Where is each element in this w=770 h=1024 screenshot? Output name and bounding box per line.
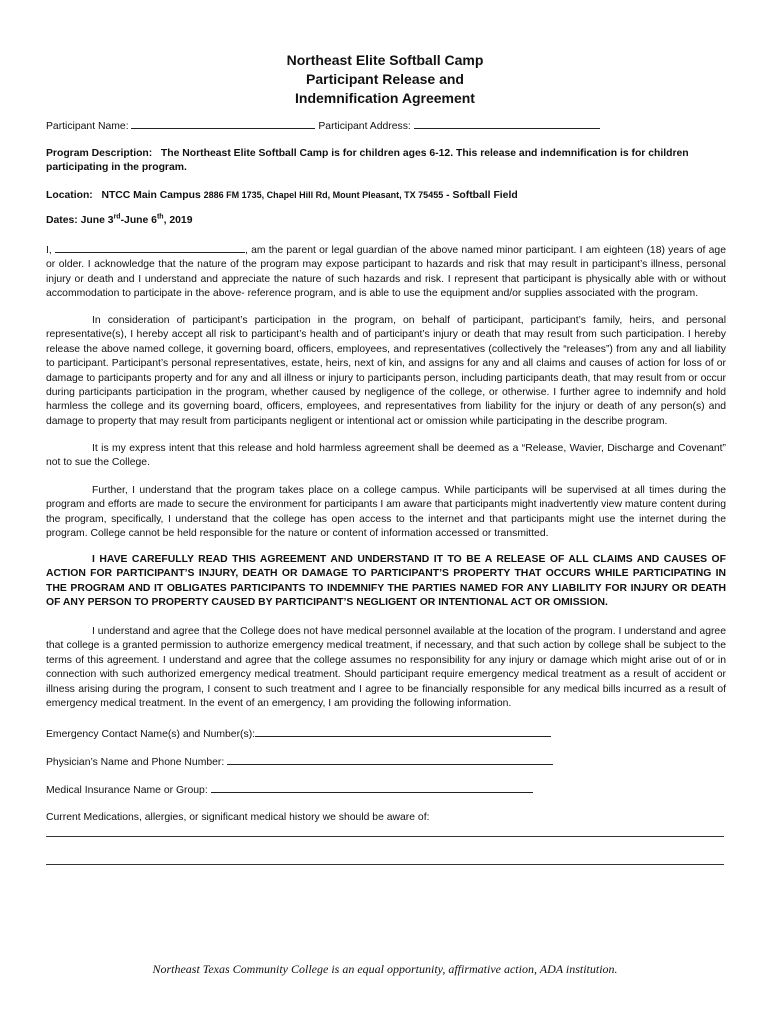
participant-row xyxy=(46,119,600,134)
paragraph-1 xyxy=(46,243,726,302)
title-line-3: Indemnification Agreement xyxy=(295,90,475,106)
insurance-field[interactable] xyxy=(211,783,533,793)
location-row xyxy=(46,188,518,203)
medications-label: Current Medications, allergies, or significant medical history we should be aware of: xyxy=(46,812,430,823)
physician-label: Physician’s Name and Phone Number: xyxy=(46,757,228,768)
location-field: - Softball Field xyxy=(446,190,518,201)
emergency-contact-field[interactable] xyxy=(255,727,551,737)
dates-label: Dates: June 3 xyxy=(46,215,114,226)
paragraph-4 xyxy=(46,484,726,542)
medications-row xyxy=(46,811,429,825)
emergency-contact-label: Emergency Contact Name(s) and Number(s): xyxy=(46,729,256,740)
physician-row xyxy=(46,755,553,770)
participant-address-field[interactable] xyxy=(414,119,600,129)
dates-sup-2: th xyxy=(156,213,164,221)
paragraph-2-text: In consideration of participant’s participation in the program, on behalf of participant, participant’s family, heirs, and personal representative(s), I hereby accept all risk to participant’s health and of participant’s injury or death that may result from such participation. I hereby release the above named college, it governing board, officers, employees, and representatives (collectively the “releases”) from any and all liability to participant. Participant’s personal representatives, estate, heirs, next of kin, and assigns for any and all claims and causes of action for loss of or damage to participants property and for any and all illness or injury to participants person, including participants death, that may result from or occur during participants participation in the program, whether caused by negligence of the college, or otherwise. I further agree to indemnify and hold harmless the college and its governing board, officers, employees, and representatives from liability for the injury or death of any person(s) and damage to property that may result from participants negligent or intentional act or omission while participating in the describe program. xyxy=(46,315,726,427)
paragraph-4-text: Further, I understand that the program takes place on a college campus. While participants will be supervised at all times during the program and efforts are made to secure the environment for participants I am aware that participants might inadvertently view mature content during the program, specifically, I understand that the college has open access to the internet and that participants might use the internet during the program. College cannot be held responsible for the nature or content of information accessed or transmitted. xyxy=(46,485,726,540)
paragraph-3-text: It is my express intent that this release and hold harmless agreement shall be deemed as a “Release, Wavier, Discharge and Covenant” not to sue the College. xyxy=(46,443,726,469)
location-campus: NTCC Main Campus xyxy=(101,190,201,201)
participant-name-field[interactable] xyxy=(131,119,315,129)
insurance-label: Medical Insurance Name or Group: xyxy=(46,785,211,796)
medications-line-1[interactable] xyxy=(46,836,724,837)
program-description xyxy=(46,147,726,176)
document-title xyxy=(0,51,770,108)
participant-name-label: Participant Name: xyxy=(46,121,132,132)
footer-statement: Northeast Texas Community College is an equal opportunity, affirmative action, ADA institution. xyxy=(152,962,618,976)
paragraph-1-rest: , am the parent or legal guardian of the above named minor participant. I am eighteen (18) years of age or older. I acknowledge that the nature of the program may expose participant to hazards and risk that may result in participant’s illness, personal injury or death and I understand and appreciate the nature of such hazards and risk. I represent that participant is physically able with or without accommodation to participate in the above- reference program, and is able to use the equipment and/or supplies associated with the program. xyxy=(46,245,726,300)
medications-line-2[interactable] xyxy=(46,864,724,865)
participant-address-label: Participant Address: xyxy=(318,121,414,132)
dates-mid: -June 6 xyxy=(120,215,157,226)
dates-row xyxy=(46,214,192,228)
dates-end: , 2019 xyxy=(163,215,193,226)
guardian-name-field[interactable] xyxy=(55,243,245,253)
insurance-row xyxy=(46,783,533,798)
location-label: Location: xyxy=(46,190,93,201)
emergency-contact-row xyxy=(46,727,551,742)
program-label: Program Description: xyxy=(46,148,153,159)
dates-sup-1: rd xyxy=(113,213,121,221)
physician-field[interactable] xyxy=(227,755,553,765)
paragraph-3 xyxy=(46,442,726,471)
paragraph-5 xyxy=(46,553,726,611)
paragraph-6 xyxy=(46,625,726,711)
program-text: The Northeast Elite Softball Camp is for children ages 6-12. This release and indemnification is for children participating in the program. xyxy=(46,148,689,174)
paragraph-5-text: I HAVE CAREFULLY READ THIS AGREEMENT AND UNDERSTAND IT TO BE A RELEASE OF ALL CLAIMS AND CAUSES OF ACTION FOR PARTICIPANT’S INJURY, DEATH OR DAMAGE TO PARTICIPANT’S PROPERTY THAT OCCURS WHILE PARTICIPATING IN THE PROGRAM AND IT OBLIGATES PARTICIPANTS TO INDEMNIFY THE PARTIES NAMED FOR ANY LIABILITY FOR INJURY OR DEATH OF ANY PERSON TO PROPERTY CAUSED BY PARTICIPANT’S NEGLIGENT OR INTENTIONAL ACT OR OMISSION. xyxy=(46,554,726,609)
paragraph-2 xyxy=(46,314,726,429)
title-line-2: Participant Release and xyxy=(306,71,464,87)
paragraph-6-text: I understand and agree that the College does not have medical personnel available at the location of the program. I understand and agree that college is a granted permission to authorize emergency medical treatment, if necessary, and that such action by college shall be subject to the terms of this agreement. I understand and agree that the college assumes no responsibility for any injury or damage which might arise out of or in connection with such authorized emergency medical treatment. Should participant require emergency medical treatment as a result of accident or illness arising during the program, I consent to such treatment and I agree to be financially responsible for any medical bills incurred as a result of emergency medical treatment. In the event of an emergency, I am providing the following information. xyxy=(46,626,726,710)
location-address: 2886 FM 1735, Chapel Hill Rd, Mount Pleasant, TX 75455 xyxy=(203,190,444,200)
paragraph-1-start: I, xyxy=(46,245,55,256)
title-line-1: Northeast Elite Softball Camp xyxy=(286,52,484,68)
